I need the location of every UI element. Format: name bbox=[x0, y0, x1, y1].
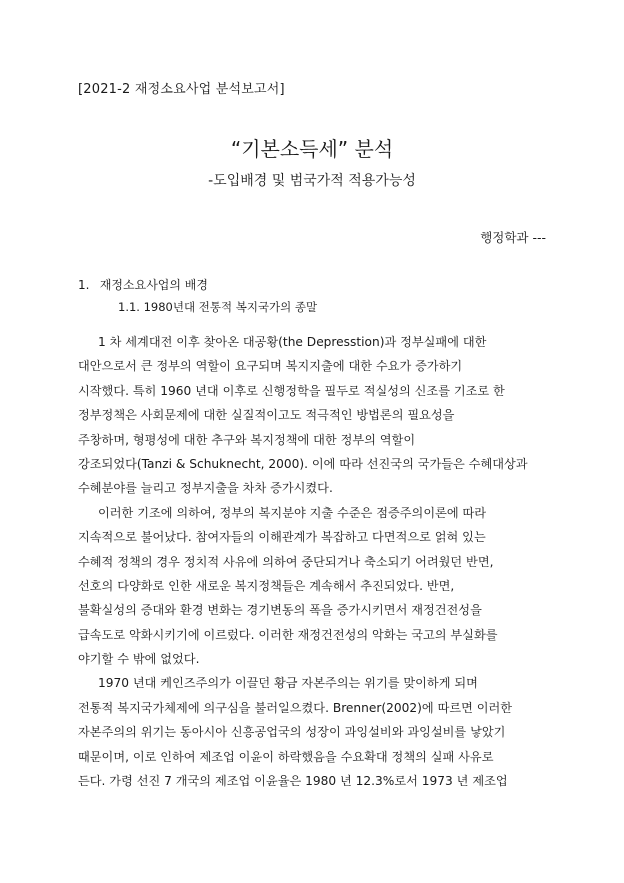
body-line: 전통적 복지국가체제에 의구심을 불러일으켰다. Brenner(2002)에 따르면 이러한 bbox=[78, 700, 513, 715]
body-text bbox=[78, 330, 558, 793]
body-line: 정부정책은 사회문제에 대한 실질적이고도 적극적인 방법론의 필요성을 bbox=[78, 408, 455, 423]
section-title: 재정소요사업의 배경 bbox=[99, 278, 208, 292]
author-line: 행정학과 --- bbox=[480, 230, 546, 245]
body-line: 이러한 기조에 의하여, 정부의 복지분야 지출 수준은 점증주의이론에 따라 bbox=[98, 505, 487, 520]
body-line: 시작했다. 특히 1960 년대 이후로 신행정학을 필두로 적실성의 신조를 기조로 한 bbox=[78, 383, 505, 398]
body-line: 주창하며, 형평성에 대한 추구와 복지정책에 대한 정부의 역할이 bbox=[78, 432, 416, 447]
body-line: 든다. 가령 선진 7 개국의 제조업 이윤율은 1980 년 12.3%로서 1973 년 제조업 bbox=[78, 774, 508, 789]
body-line: 대안으로서 큰 정부의 역할이 요구되며 복지지출에 대한 수요가 증가하기 bbox=[78, 359, 463, 374]
body-line: 수혜분야를 늘리고 정부지출을 차차 증가시켰다. bbox=[78, 481, 333, 496]
section-heading bbox=[78, 276, 208, 293]
body-line: 급속도로 악화시키기에 이르렀다. 이러한 재정건전성의 악화는 국고의 부실화를 bbox=[78, 627, 498, 642]
body-line: 1 차 세계대전 이후 찾아온 대공황(the Depresstion)과 정부실패에 대한 bbox=[98, 335, 487, 349]
document-title: “기본소득세” 분석 bbox=[230, 137, 394, 161]
section-number: 1. bbox=[78, 278, 90, 292]
body-line: 불확실성의 증대와 환경 변화는 경기변동의 폭을 증가시키면서 재정건전성을 bbox=[78, 603, 482, 618]
body-line: 지속적으로 불어났다. 참여자들의 이해관계가 복잡하고 다면적으로 얽혀 있는 bbox=[78, 530, 486, 545]
body-line: 1970 년대 케인즈주의가 이끌던 황금 자본주의는 위기를 맞이하게 되며 bbox=[98, 676, 478, 691]
body-line: 자본주의의 위기는 동아시아 신흥공업국의 성장이 과잉설비와 과잉설비를 낳았기 bbox=[78, 725, 506, 740]
body-line: 수혜적 정책의 경우 정치적 사유에 의하여 중단되거나 축소되기 어려웠던 반면, bbox=[78, 554, 494, 569]
subsection-heading: 1.1. 1980년대 전통적 복지국가의 종말 bbox=[118, 300, 318, 314]
body-line: 때문이며, 이로 인하여 제조업 이윤이 하락했음을 수요확대 정책의 실패 사유로 bbox=[78, 749, 494, 764]
document-subtitle: -도입배경 및 범국가적 적용가능성 bbox=[208, 173, 416, 189]
body-line: 야기할 수 밖에 없었다. bbox=[78, 652, 200, 667]
body-line: 강조되었다(Tanzi & Schuknecht, 2000). 이에 따라 선진국의 국가들은 수혜대상과 bbox=[78, 456, 528, 471]
report-tag: [2021-2 재정소요사업 분석보고서] bbox=[78, 82, 285, 97]
body-line: 선호의 다양화로 인한 새로운 복지정책들은 계속해서 추진되었다. 반면, bbox=[78, 578, 455, 593]
